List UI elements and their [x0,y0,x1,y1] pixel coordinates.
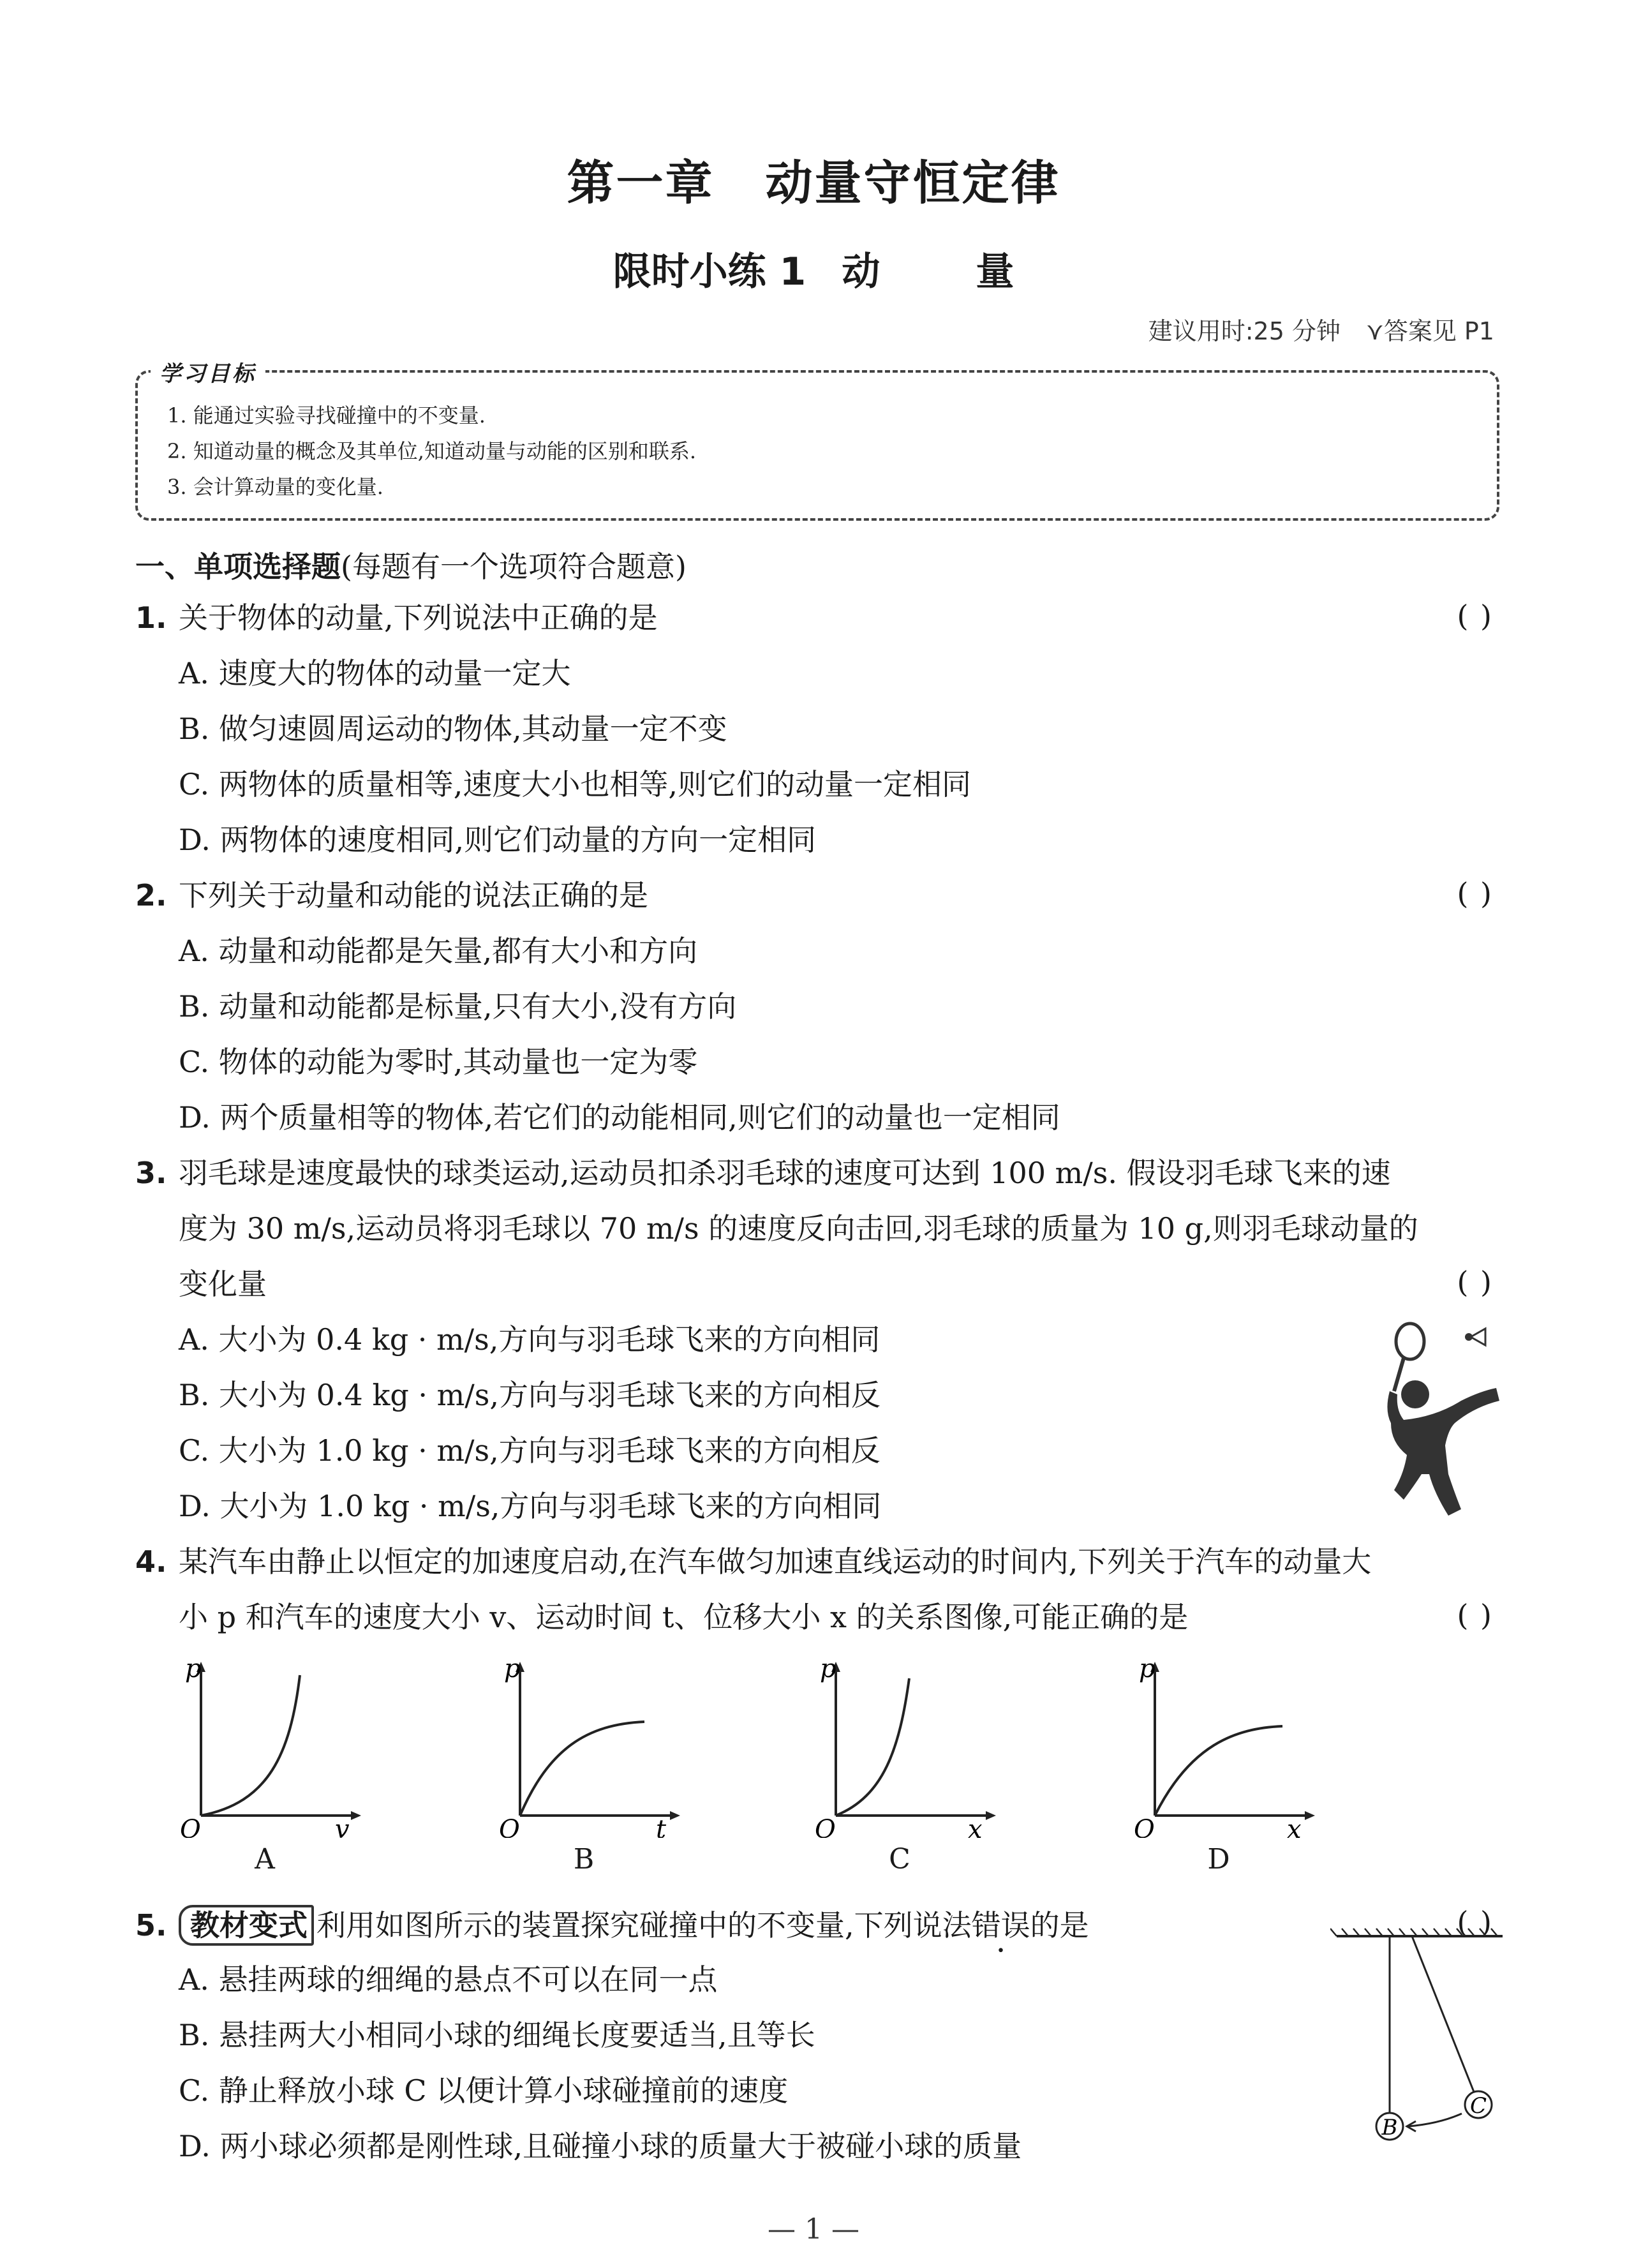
question-text: 某汽车由静止以恒定的加速度启动,在汽车做匀加速直线运动的时间内,下列关于汽车的动量大 [179,1544,1372,1579]
origin-label: O [499,1815,520,1838]
motion-arrow-icon [1407,2114,1462,2131]
q3-option-b[interactable]: B. 大小为 0.4 kg · m/s,方向与羽毛球飞来的方向相反 [179,1378,880,1412]
ball-c [1465,2091,1492,2119]
q3-option-c[interactable]: C. 大小为 1.0 kg · m/s,方向与羽毛球飞来的方向相反 [179,1433,880,1468]
answer-blank-5[interactable]: ( ) [1457,1905,1493,1939]
x-axis-label: v [335,1815,350,1838]
emphasis-word: 错误 [971,1908,1030,1943]
question-4 [135,1542,1371,1581]
question-text: 羽毛球是速度最快的球类运动,运动员扣杀羽毛球的速度可达到 100 m/s. 假设羽毛球飞来的速 [179,1156,1391,1190]
ceiling-support [1330,1929,1503,1936]
question-text-end: 的是 [1030,1908,1089,1943]
y-axis-label: p [820,1654,836,1683]
answer-blank-2[interactable]: ( ) [1457,876,1493,911]
suggested-time: 建议用时:25 分钟 [1148,317,1341,345]
chapter-name: 动量守恒定律 [765,156,1060,211]
q1-option-b[interactable]: B. 做匀速圆周运动的物体,其动量一定不变 [179,712,727,746]
graph-b-label[interactable]: B [573,1843,595,1876]
q5-option-b[interactable]: B. 悬挂两大小相同小球的细绳长度要适当,且等长 [179,2018,815,2052]
chapter-title [0,145,1627,213]
pendulum-apparatus-figure [1330,1921,1509,2144]
goal-item: 2. 知道动量的概念及其单位,知道动量与动能的区别和联系. [167,439,697,463]
racket-icon [1394,1324,1424,1391]
question-number: 1. [135,601,167,635]
graph-a[interactable] [172,1653,376,1838]
answer-blank-3[interactable]: ( ) [1457,1265,1493,1299]
q2-option-c[interactable]: C. 物体的动能为零时,其动量也一定为零 [179,1045,698,1079]
q3-option-a[interactable]: A. 大小为 0.4 kg · m/s,方向与羽毛球飞来的方向相同 [179,1322,880,1357]
answer-blank-1[interactable]: ( ) [1457,599,1493,633]
question-3-line-3: 变化量 [179,1267,267,1301]
curve-concave-up [836,1678,909,1816]
string-c [1412,1936,1474,2092]
q1-option-d[interactable]: D. 两物体的速度相同,则它们动量的方向一定相同 [179,823,817,857]
q5-option-d[interactable]: D. 两小球必须都是刚性球,且碰撞小球的质量大于被碰小球的质量 [179,2129,1022,2163]
question-2 [135,876,648,914]
x-axis-label: t [656,1815,667,1838]
question-text: 利用如图所示的装置探究碰撞中的不变量,下列说法 [316,1908,972,1943]
q2-option-a[interactable]: A. 动量和动能都是矢量,都有大小和方向 [179,934,698,968]
goal-item: 3. 会计算动量的变化量. [167,475,383,499]
question-number: 5. [135,1908,167,1943]
question-1 [135,599,658,637]
question-number: 2. [135,878,167,913]
x-axis-arrow [351,1811,361,1820]
origin-label: O [815,1815,836,1838]
textbook-variant-badge: 教材变式 [179,1905,314,1946]
y-axis-label: p [1139,1654,1155,1683]
section-note: (每题有一个选项符合题意) [341,549,687,584]
q1-option-a[interactable]: A. 速度大的物体的动量一定大 [179,656,571,690]
badminton-player-figure [1359,1315,1506,1525]
graph-c[interactable] [807,1653,1011,1838]
x-axis-label: x [1287,1815,1302,1838]
question-text: 关于物体的动量,下列说法中正确的是 [179,601,658,635]
q2-option-b[interactable]: B. 动量和动能都是标量,只有大小,没有方向 [179,989,737,1024]
q1-option-c[interactable]: C. 两物体的质量相等,速度大小也相等,则它们的动量一定相同 [179,767,972,802]
chapter-number: 第一章 [567,156,715,211]
question-4-line-2: 小 p 和汽车的速度大小 v、运动时间 t、位移大小 x 的关系图像,可能正确的是 [179,1600,1189,1634]
player-silhouette [1387,1380,1499,1516]
y-axis-label: p [185,1654,202,1683]
curve-concave-up [201,1675,300,1816]
answer-reference: ⋎答案见 P1 [1365,317,1494,345]
origin-label: O [180,1815,201,1838]
subtitle-char-a: 动 [842,250,880,294]
question-3 [135,1154,1391,1192]
section-subtitle [0,241,1627,296]
section-heading [135,544,687,586]
graph-d[interactable] [1126,1653,1330,1838]
ball-b-label: B [1381,2115,1398,2140]
q2-option-d[interactable]: D. 两个质量相等的物体,若它们的动能相同,则它们的动量也一定相同 [179,1100,1060,1135]
question-text: 下列关于动量和动能的说法正确的是 [179,878,648,913]
ball-b [1376,2113,1403,2140]
learning-goals-tag: 学习目标 [151,356,265,387]
x-axis-arrow [1305,1811,1315,1820]
q5-option-c[interactable]: C. 静止释放小球 C 以便计算小球碰撞前的速度 [179,2073,789,2108]
curve-concave-down [520,1722,644,1816]
question-number: 4. [135,1544,167,1579]
q3-option-d[interactable]: D. 大小为 1.0 kg · m/s,方向与羽毛球飞来的方向相同 [179,1489,882,1523]
question-5 [135,1905,1089,1946]
graph-a-label[interactable]: A [255,1843,275,1876]
goal-item: 1. 能通过实验寻找碰撞中的不变量. [167,403,486,428]
q5-option-a[interactable]: A. 悬挂两球的细绳的悬点不可以在同一点 [179,1962,718,1997]
shuttlecock-icon [1465,1329,1485,1345]
subtitle-char-b: 量 [976,250,1014,294]
x-axis-arrow [986,1811,996,1820]
x-axis-label: x [968,1815,983,1838]
graph-c-label[interactable]: C [889,1843,910,1876]
x-axis-arrow [670,1811,680,1820]
origin-label: O [1134,1815,1155,1838]
question-3-line-2: 度为 30 m/s,运动员将羽毛球以 70 m/s 的速度反向击回,羽毛球的质量为 10 g,则羽毛球动量的 [179,1211,1418,1246]
curve-concave-down [1155,1726,1282,1816]
y-axis-label: p [504,1654,521,1683]
page-number: — 1 — [768,2213,859,2246]
graph-b[interactable] [491,1653,695,1838]
graph-d-label[interactable]: D [1207,1843,1230,1876]
subtitle-prefix: 限时小练 1 [613,250,806,294]
section-title: 一、单项选择题 [135,549,341,584]
time-suggestion [1148,311,1494,347]
answer-blank-4[interactable]: ( ) [1457,1598,1493,1632]
ball-c-label: C [1469,2093,1487,2119]
question-number: 3. [135,1156,167,1190]
